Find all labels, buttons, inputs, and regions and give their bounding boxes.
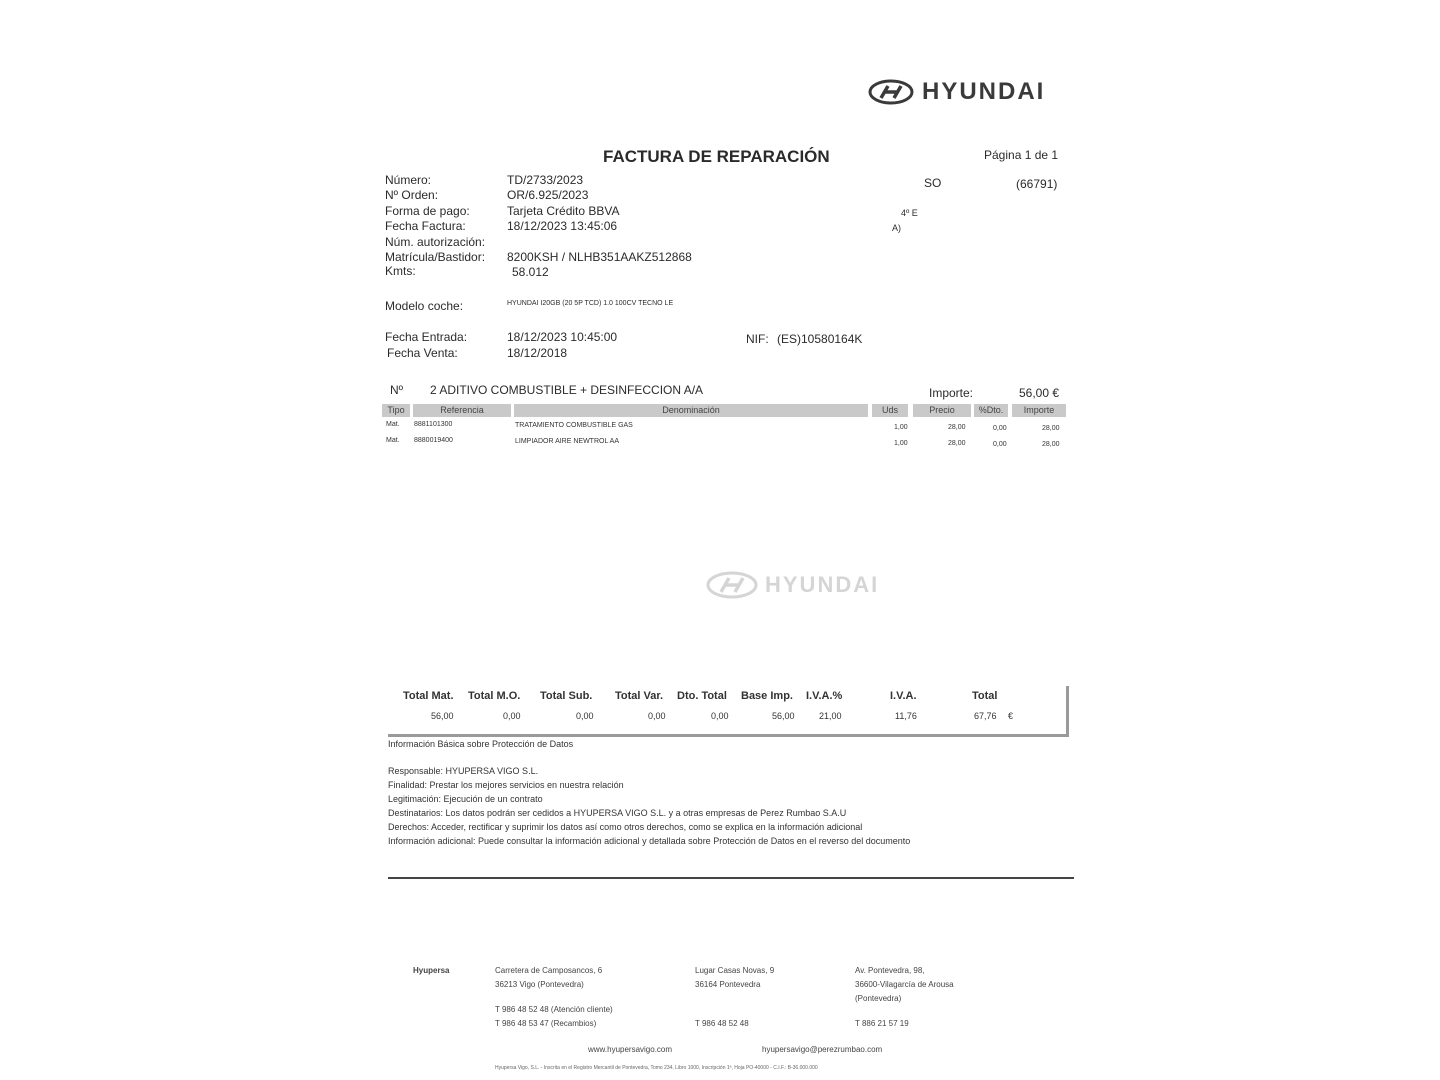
client-fragment-c: 4º E xyxy=(901,208,918,218)
value-fecha-venta: 18/12/2018 xyxy=(507,346,568,360)
label-fecha-entrada: Fecha Entrada: xyxy=(385,330,468,344)
hyundai-watermark xyxy=(705,570,879,600)
invoice-title: FACTURA DE REPARACIÓN xyxy=(603,147,830,166)
tot-v-mo: 0,00 xyxy=(503,711,521,721)
value-orden: OR/6.925/2023 xyxy=(507,188,589,202)
value-fecha-entrada: 18/12/2023 10:45:00 xyxy=(507,330,618,344)
footer-phone3: T 886 21 57 19 xyxy=(855,1019,909,1028)
footer-phone1-b: T 986 48 53 47 (Recambios) xyxy=(495,1019,597,1028)
hyundai-watermark-icon xyxy=(705,570,759,600)
value-matricula: 8200KSH / NLHB351AAKZ512868 xyxy=(507,250,692,264)
legal-line: Finalidad: Prestar los mejores servicios en nuestra relación xyxy=(388,780,624,790)
tot-v-total: 67,76 xyxy=(974,711,997,721)
value-pago: Tarjeta Crédito BBVA xyxy=(507,204,620,218)
legal-line: Información adicional: Puede consultar la información adicional y detallada sobre Protección de Datos en el reverso del documento xyxy=(388,836,911,846)
tot-h-iva: I.V.A. xyxy=(890,690,917,702)
footer-email-link[interactable]: hyupersavigo@perezrumbao.com xyxy=(762,1045,883,1054)
row2-precio: 28,00 xyxy=(948,440,966,447)
tot-v-mat: 56,00 xyxy=(431,711,454,721)
th-referencia: Referencia xyxy=(413,404,511,417)
row2-importe: 28,00 xyxy=(1042,441,1060,448)
footer-phone1-a: T 986 48 52 48 (Atención cliente) xyxy=(495,1005,613,1014)
tot-v-iva: 11,76 xyxy=(895,711,917,721)
tot-v-currency: € xyxy=(1008,711,1014,721)
tot-v-iva-pct: 21,00 xyxy=(819,711,842,721)
row2-uds: 1,00 xyxy=(894,440,908,447)
footer-web-link[interactable]: www.hyupersavigo.com xyxy=(588,1045,673,1054)
footer-addr1-line2: 36213 Vigo (Pontevedra) xyxy=(495,980,584,989)
row2-tipo: Mat. xyxy=(386,437,400,444)
footer-addr2-line2: 36164 Pontevedra xyxy=(695,980,761,989)
footer-company: Hyupersa xyxy=(413,966,450,975)
label-matricula: Matrícula/Bastidor: xyxy=(385,250,486,264)
value-modelo: HYUNDAI I20GB (20 5P TCD) 1.0 100CV TECNO LE xyxy=(507,300,674,307)
th-precio: Precio xyxy=(913,404,971,417)
legal-line: Responsable: HYUPERSA VIGO S.L. xyxy=(388,766,539,776)
footer-addr1 xyxy=(495,964,602,992)
value-numero: TD/2733/2023 xyxy=(507,173,584,187)
row2-dto: 0,00 xyxy=(993,441,1007,448)
watermark-text: HYUNDAI xyxy=(765,572,880,597)
tot-h-total: Total xyxy=(972,690,998,702)
hyundai-emblem-icon xyxy=(868,79,914,105)
footer-phones1 xyxy=(495,1003,613,1031)
tot-v-var: 0,00 xyxy=(648,711,666,721)
footer-addr3 xyxy=(855,964,954,1006)
row1-tipo: Mat. xyxy=(386,421,400,428)
tot-v-dto: 0,00 xyxy=(711,711,729,721)
th-tipo: Tipo xyxy=(382,404,410,417)
label-modelo: Modelo coche: xyxy=(385,299,464,313)
th-uds: Uds xyxy=(872,404,908,417)
value-fecha-factura: 18/12/2023 13:45:06 xyxy=(507,219,618,233)
th-denominacion: Denominación xyxy=(514,404,868,417)
page-info: Página 1 de 1 xyxy=(984,148,1059,162)
footer-addr3-line2: 36600-Vilagarcía de Arousa xyxy=(855,980,954,989)
footer-addr2 xyxy=(695,964,774,992)
section-importe-label: Importe: xyxy=(929,386,974,400)
tot-h-iva-pct: I.V.A.% xyxy=(806,690,843,702)
label-fecha-factura: Fecha Factura: xyxy=(385,219,466,233)
row1-ref: 8881101300 xyxy=(414,421,453,428)
th-importe: Importe xyxy=(1012,404,1066,417)
footer-addr3-line3: (Pontevedra) xyxy=(855,994,902,1003)
row1-dto: 0,00 xyxy=(993,425,1007,432)
client-fragment-b: (66791) xyxy=(1016,177,1058,191)
tot-v-base: 56,00 xyxy=(772,711,795,721)
client-fragment-a: SO xyxy=(924,176,942,190)
client-fragment-d: A) xyxy=(892,223,901,233)
value-nif: (ES)10580164K xyxy=(777,332,863,346)
brand-name: HYUNDAI xyxy=(922,78,1046,105)
footer-addr1-line1: Carretera de Camposancos, 6 xyxy=(495,966,603,975)
label-kmts: Kmts: xyxy=(385,264,416,278)
label-autorizacion: Núm. autorización: xyxy=(385,235,486,249)
tot-h-base: Base Imp. xyxy=(741,690,793,702)
row2-desc: LIMPIADOR AIRE NEWTROL AA xyxy=(515,438,619,445)
label-nif: NIF: xyxy=(746,332,769,346)
legal-heading: Información Básica sobre Protección de Datos xyxy=(388,739,574,749)
legal-line: Derechos: Acceder, rectificar y suprimir los datos así como otros derechos, como se explica en la información adicional xyxy=(388,822,863,832)
totals-box xyxy=(388,686,1069,737)
label-pago: Forma de pago: xyxy=(385,204,470,218)
section-title: 2 ADITIVO COMBUSTIBLE + DESINFECCION A/A xyxy=(430,383,704,397)
footer-legal-line: Hyupersa Vigo, S.L. - Inscrita en el Registro Mercantil de Pontevedra, Tomo 234, Libro 1000, Inscripción 1ª, Hoja PO-40000 - C.I.F.: B-36.000.000 xyxy=(495,1065,818,1071)
section-importe-value: 56,00 € xyxy=(1019,386,1060,400)
tot-h-mat: Total Mat. xyxy=(403,690,454,702)
footer-addr3-line1: Av. Pontevedra, 98, xyxy=(855,966,925,975)
value-kmts: 58.012 xyxy=(512,265,549,279)
tot-v-sub: 0,00 xyxy=(576,711,594,721)
section-num-label: Nº xyxy=(390,383,404,397)
label-orden: Nº Orden: xyxy=(385,188,439,202)
label-fecha-venta: Fecha Venta: xyxy=(387,346,458,360)
tot-h-sub: Total Sub. xyxy=(540,690,593,702)
row2-ref: 8880019400 xyxy=(414,437,453,444)
row1-precio: 28,00 xyxy=(948,424,966,431)
legal-line: Destinatarios: Los datos podrán ser cedidos a HYUPERSA VIGO S.L. y a otras empresas de Perez Rumbao S.A.U xyxy=(388,808,847,818)
legal-line: Legitimación: Ejecución de un contrato xyxy=(388,794,543,804)
row1-desc: TRATAMIENTO COMBUSTIBLE GAS xyxy=(515,422,633,429)
th-dto: %Dto. xyxy=(974,404,1008,417)
footer-phone2: T 986 48 52 48 xyxy=(695,1019,749,1028)
footer-addr2-line1: Lugar Casas Novas, 9 xyxy=(695,966,775,975)
row1-importe: 28,00 xyxy=(1042,425,1060,432)
tot-h-var: Total Var. xyxy=(615,690,664,702)
hyundai-logo xyxy=(868,78,1045,106)
tot-h-dto: Dto. Total xyxy=(677,690,727,702)
row1-uds: 1,00 xyxy=(894,424,908,431)
label-numero: Número: xyxy=(385,173,432,187)
tot-h-mo: Total M.O. xyxy=(468,690,521,702)
divider xyxy=(388,877,1074,879)
